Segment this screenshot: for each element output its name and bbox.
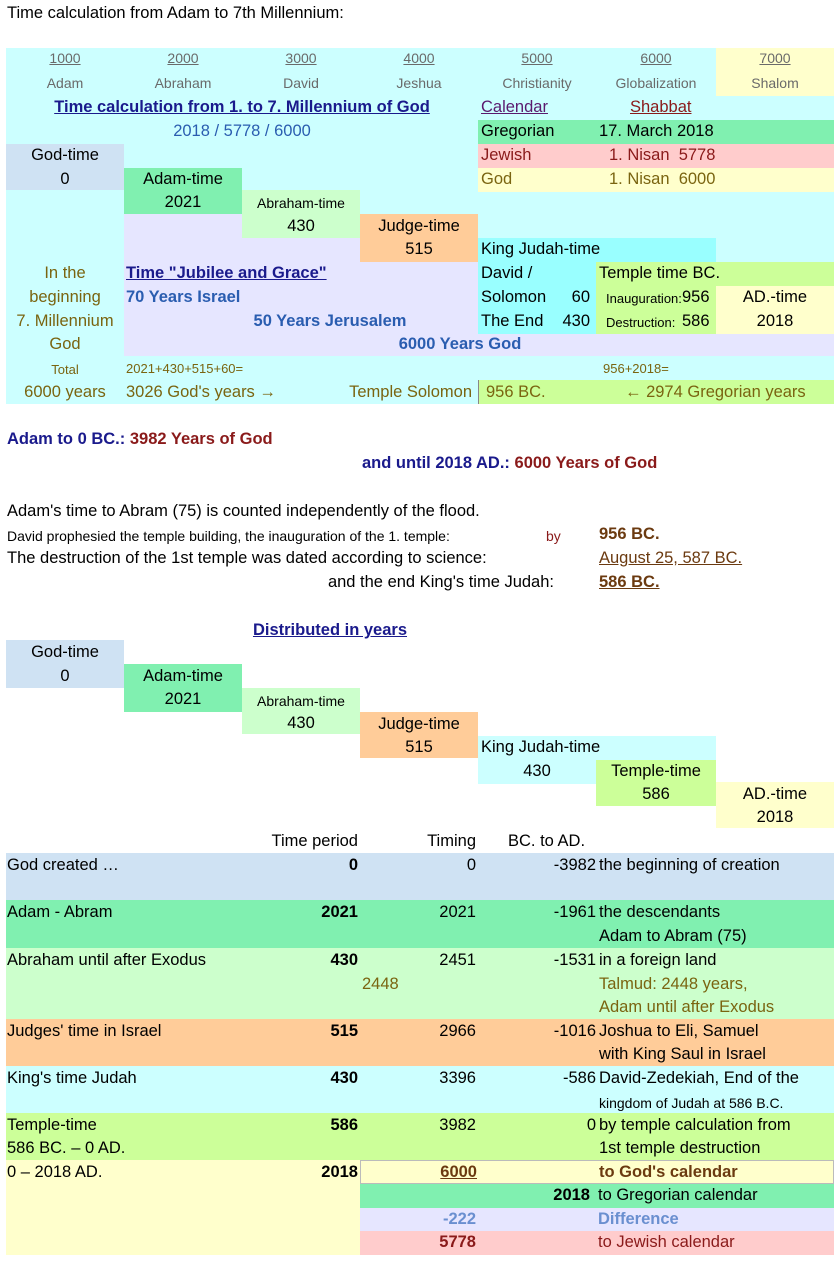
seventy-years: 70 Years Israel (126, 288, 241, 306)
row-timing: 2966 (439, 1022, 476, 1040)
summary-line-2-value: 6000 Years of God (514, 454, 658, 472)
row-desc-2: kingdom of Judah at 586 B.C. (599, 1095, 784, 1111)
row-period: 515 (330, 1022, 358, 1040)
six-thousand-years-label: 6000 Years God (398, 335, 522, 353)
final-difference-label: Difference (598, 1210, 679, 1228)
note-2: David prophesied the temple building, the inauguration of the 1. temple: (7, 528, 450, 544)
king-judah-label: King Judah-time (481, 240, 601, 258)
row-desc: David-Zedekiah, End of the (599, 1069, 799, 1087)
adam-time-label: Adam-time (143, 170, 223, 188)
adam-time-value: 2021 (164, 193, 202, 211)
row-name: Temple-time (7, 1116, 97, 1134)
header-bc-ad: BC. to AD. (508, 832, 586, 850)
millennium-name: Abraham (154, 75, 212, 91)
dist-step-label: AD.-time (742, 785, 808, 803)
shabbat-label: Shabbat (630, 98, 692, 116)
row-desc: in a foreign land (599, 951, 717, 969)
temple-solomon: Temple Solomon (349, 383, 472, 401)
final-jewish-value: 5778 (439, 1233, 476, 1251)
judge-time-value: 515 (405, 240, 433, 258)
abraham-time-value: 430 (287, 217, 315, 235)
row-bcad: -1961 (553, 903, 596, 921)
dist-step-king-judah (478, 736, 716, 760)
row-name-2: 586 BC. – 0 AD. (7, 1139, 126, 1157)
note-2-value: 956 BC. (599, 525, 660, 543)
left-col-line: God (49, 335, 81, 353)
dist-step-value: 430 (523, 762, 551, 780)
millennium-name: Shalom (751, 75, 799, 91)
page-title: Time calculation from Adam to 7th Millennium: (7, 4, 344, 22)
final-gods-label: to God's calendar (599, 1163, 738, 1181)
judge-time-block (360, 214, 478, 262)
millennium-name: Adam (46, 75, 84, 91)
millennium-number: 1000 (49, 50, 81, 66)
jubilee-heading: Time "Jubilee and Grace" (126, 264, 327, 282)
header-timing: Timing (427, 832, 476, 850)
dist-step-label: Adam-time (143, 667, 223, 685)
judge-time-label: Judge-time (378, 217, 460, 235)
dist-step-label: God-time (31, 643, 99, 661)
ad-time-label: AD.-time (742, 288, 808, 306)
god-time-block (6, 144, 124, 190)
calendar-date: 17. March 2018 (599, 122, 714, 140)
millennium-number: 7000 (759, 50, 791, 66)
summary-line-2-label: and until 2018 AD.: (362, 454, 510, 472)
row-timing: 3396 (439, 1069, 476, 1087)
row-period: 586 (330, 1116, 358, 1134)
final-jewish-calendar (360, 1231, 834, 1255)
note-4: and the end King's time Judah: (327, 573, 554, 591)
row-name: Judges' time in Israel (7, 1022, 162, 1040)
summary-line-1-value: 3982 Years of God (129, 430, 273, 448)
gods-years: 3026 God's years → (126, 383, 276, 401)
david-label: David / (481, 264, 533, 282)
final-gregorian-value: 2018 (553, 1186, 590, 1204)
god-time-label: God-time (31, 146, 99, 164)
summary-line-1-label: Adam to 0 BC.: (7, 430, 126, 448)
total-label: Total (51, 362, 79, 377)
calendar-row-gregorian (478, 120, 834, 144)
final-gregorian-calendar (360, 1184, 834, 1208)
final-difference-value: -222 (442, 1210, 476, 1228)
dist-step-ad (716, 782, 834, 828)
row-bcad: -3982 (553, 856, 596, 874)
table-row (6, 853, 834, 900)
millennium-name: Globalization (615, 75, 697, 91)
table-row (6, 1066, 834, 1113)
bc956-label: 956 BC. (486, 383, 546, 401)
temple-bc-values (596, 286, 716, 334)
final-jewish-label: to Jewish calendar (598, 1233, 735, 1251)
note-3-value: August 25, 587 BC. (599, 549, 743, 567)
row-period: 2018 (321, 1163, 358, 1181)
calendar-row-jewish (478, 144, 834, 168)
dist-step-value: 586 (642, 785, 670, 803)
destruction-label: Destruction: (606, 315, 676, 330)
the-end-value: 430 (562, 312, 590, 330)
row-timing: 2021 (439, 903, 476, 921)
left-col-line: 7. Millennium (16, 312, 114, 330)
row-period: 430 (330, 951, 358, 969)
row-desc: by temple calculation from (599, 1116, 791, 1134)
dist-step-value: 515 (405, 738, 433, 756)
destruction-value: 586 (682, 312, 710, 330)
sum-right: 956+2018= (603, 361, 669, 376)
chart-years: 2018 / 5778 / 6000 (173, 122, 311, 140)
gregorian-years: ← 2974 Gregorian years (625, 383, 806, 401)
dist-step-value: 2018 (756, 808, 794, 826)
table-row (6, 1113, 834, 1160)
dist-step-judge (360, 712, 478, 758)
inauguration-label: Inauguration: (606, 291, 682, 306)
lavender-fill (124, 214, 242, 238)
ad-time-value: 2018 (756, 312, 794, 330)
abraham-time-block (242, 190, 360, 238)
king-judah-block (478, 238, 716, 262)
summary-line-2 (362, 454, 657, 473)
millennium-number: 6000 (640, 50, 672, 66)
solomon-value: 60 (571, 288, 590, 306)
dist-step-label: Judge-time (378, 715, 460, 733)
final-gods-value: 6000 (440, 1163, 477, 1181)
calendar-name: Gregorian (481, 122, 555, 140)
calendar-name: Jewish (481, 146, 532, 164)
final-difference (360, 1208, 834, 1231)
table-row (6, 1019, 834, 1066)
row-extra: 2448 (362, 975, 399, 993)
david-solomon-block (478, 262, 596, 334)
lavender-fill (124, 238, 360, 262)
adam-time-block (124, 168, 242, 214)
millennium-name: Jeshua (396, 75, 442, 91)
dist-step-value: 2021 (164, 690, 202, 708)
dist-step-label: King Judah-time (481, 738, 601, 756)
left-col-line: In the (44, 264, 86, 282)
calendar-row-god (478, 168, 834, 192)
row-name: 0 – 2018 AD. (7, 1163, 103, 1181)
dist-step-value: 430 (287, 714, 315, 732)
temple-bc-header (596, 262, 834, 286)
god-time-value: 0 (60, 170, 70, 188)
the-end-label: The End (481, 312, 544, 330)
row-desc: the beginning of creation (599, 856, 780, 874)
row-desc: the descendants (599, 903, 721, 921)
row-timing: 3982 (439, 1116, 476, 1134)
dist-step-adam (124, 664, 242, 712)
six-thousand-years: 6000 years (24, 383, 106, 401)
millennium-number: 5000 (521, 50, 553, 66)
header-time-period: Time period (271, 832, 358, 850)
note-1: Adam's time to Abram (75) is counted independently of the flood. (7, 502, 480, 520)
dist-step-temple (596, 760, 716, 806)
row-name: God created … (7, 856, 119, 874)
row-desc-2: Adam to Abram (75) (599, 927, 747, 945)
millennium-number: 2000 (167, 50, 199, 66)
dist-step-god (6, 640, 124, 688)
summary-line-1 (7, 430, 273, 449)
fifty-years: 50 Years Jerusalem (253, 312, 407, 330)
row-period: 2021 (321, 903, 358, 921)
left-col-line: beginning (29, 288, 101, 306)
row-desc-2: Talmud: 2448 years, (599, 975, 748, 993)
table-row (6, 948, 834, 1019)
row-desc: Joshua to Eli, Samuel (599, 1022, 759, 1040)
dist-step-value: 0 (60, 667, 70, 685)
millennium-number: 3000 (285, 50, 317, 66)
row-bcad: -1531 (553, 951, 596, 969)
dist-step-abraham (242, 688, 360, 734)
chart-heading: Time calculation from 1. to 7. Millennium of God (54, 98, 430, 116)
row-period: 0 (348, 856, 358, 874)
millennium-name: Christianity (502, 75, 572, 91)
note-2-by: by (546, 528, 561, 544)
final-gods-calendar (360, 1160, 834, 1184)
dist-step-label: Abraham-time (257, 693, 345, 709)
note-3: The destruction of the 1st temple was dated according to science: (7, 549, 487, 567)
calendar-name: God (481, 170, 513, 188)
row-desc-2: with King Saul in Israel (599, 1045, 766, 1063)
row-timing: 2451 (439, 951, 476, 969)
row-bcad: -1016 (553, 1022, 596, 1040)
ad-time-block (716, 286, 834, 334)
row-desc-2: 1st temple destruction (599, 1139, 761, 1157)
dist-step-king-judah-value-cell (478, 760, 596, 784)
calendar-label: Calendar (481, 98, 548, 116)
row-period: 430 (330, 1069, 358, 1087)
row-desc-3: Adam until after Exodus (599, 998, 775, 1016)
calendar-date: 1. Nisan 5778 (609, 146, 716, 164)
final-gregorian-label: to Gregorian calendar (598, 1186, 758, 1204)
row-name: Adam - Abram (7, 903, 113, 921)
calendar-date: 1. Nisan 6000 (609, 170, 716, 188)
sum-left: 2021+430+515+60= (126, 361, 244, 376)
abraham-time-label: Abraham-time (257, 195, 345, 211)
dist-step-label: Temple-time (611, 762, 701, 780)
gregorian-bar (478, 380, 834, 404)
solomon-label: Solomon (481, 288, 547, 306)
row-bcad: 0 (586, 1116, 596, 1134)
note-4-value: 586 BC. (599, 573, 660, 591)
row-name: King's time Judah (7, 1069, 137, 1087)
row-name: Abraham until after Exodus (7, 951, 207, 969)
inauguration-value: 956 (682, 288, 710, 306)
row-bcad: -586 (562, 1069, 596, 1087)
millennium-number: 4000 (403, 50, 435, 66)
millennium-name: David (283, 75, 319, 91)
row-timing: 0 (466, 856, 476, 874)
distributed-heading: Distributed in years (252, 621, 408, 639)
temple-bc-label: Temple time BC. (599, 264, 721, 282)
table-row (6, 900, 834, 948)
